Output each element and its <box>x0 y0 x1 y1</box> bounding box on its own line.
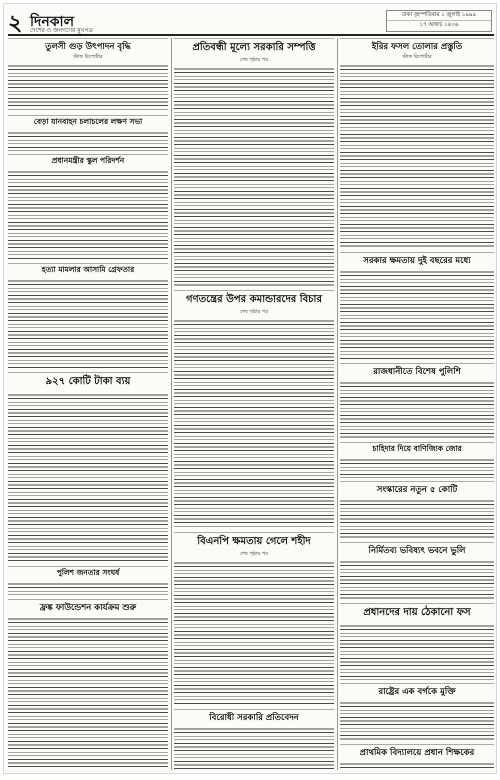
article-2 <box>174 290 334 529</box>
byline: স্টাফ রিপোর্টার <box>73 54 103 60</box>
article-1 <box>340 38 494 249</box>
article-body <box>340 458 494 478</box>
headline: গণতন্ত্রের উপর কমান্ডারদের বিচার <box>174 290 334 309</box>
article-3 <box>174 532 334 706</box>
article-body <box>8 131 168 151</box>
article-6 <box>8 566 168 596</box>
headline: সংস্কারের নতুন ৫ কোটি <box>340 481 494 497</box>
newspaper-page <box>3 3 497 774</box>
article-2 <box>8 115 168 151</box>
article-body <box>8 279 168 369</box>
article-body <box>340 64 494 249</box>
column-3 <box>340 38 494 770</box>
column-2 <box>174 38 334 770</box>
headline: বেড়া যানবাহন চলাচলের লক্ষণ সভা <box>8 115 168 129</box>
article-body <box>8 64 168 112</box>
headline: রাজধানীতে বিশেষ পুলিশি <box>340 363 494 379</box>
article-body <box>174 727 334 770</box>
article-body <box>174 67 334 287</box>
article-body <box>8 617 168 767</box>
article-body <box>340 381 494 439</box>
newspaper-tagline: দেশের ও জনগণের মুখপত্র <box>30 27 93 34</box>
article-body <box>340 560 494 600</box>
article-3 <box>340 363 494 439</box>
byline: শেষ পৃষ্ঠার পর <box>240 57 268 63</box>
headline: ৯২৭ কোটি টাকা ব্যয় <box>8 372 168 391</box>
page-number: ২ <box>8 10 23 36</box>
headline: প্রাথমিক বিদ্যালয়ে প্রধান শিক্ষকের <box>340 744 494 760</box>
newspaper-brand: দিনকাল <box>30 14 75 30</box>
article-body <box>340 499 494 539</box>
article-1 <box>8 38 168 112</box>
article-body <box>174 319 334 529</box>
headline: তুলসী গুড় উৎপাদন বৃদ্ধি <box>8 38 168 54</box>
article-7 <box>8 599 168 767</box>
article-4 <box>174 709 334 770</box>
masthead <box>8 8 494 36</box>
article-9 <box>340 744 494 770</box>
article-2 <box>340 252 494 360</box>
headline: সরকার ক্ষমতায় দুই বছরের মধ্যে <box>340 252 494 268</box>
byline: শেষ পৃষ্ঠার পর <box>240 309 268 315</box>
article-3 <box>8 154 168 260</box>
headline: প্রধানদের দায় ঠেকানো ফস <box>340 603 494 622</box>
date-line-2: ১৭ আষাঢ় ১৪০৬ <box>419 22 459 28</box>
headline: বিএনপি ক্ষমতায় গেলে শহীদ <box>174 532 334 551</box>
article-6 <box>340 542 494 600</box>
headline: ইরির ফসল তোলার প্রস্তুতি <box>340 38 494 54</box>
article-8 <box>340 683 494 741</box>
article-4 <box>340 442 494 478</box>
article-body <box>8 170 168 260</box>
article-body <box>340 701 494 741</box>
byline: স্টাফ রিপোর্টার <box>402 54 432 60</box>
column-rule <box>171 38 172 770</box>
column-1 <box>8 38 168 770</box>
article-5 <box>340 481 494 539</box>
headline: রাষ্ট্রের এক বর্গকে মুক্তি <box>340 683 494 699</box>
article-body <box>340 624 494 680</box>
article-body <box>340 270 494 360</box>
article-5 <box>8 372 168 563</box>
headline: ফ্রঙ্ক ফাউন্ডেশন কার্যক্রম শুরু <box>8 599 168 615</box>
headline: নির্মিতব্য ভবিষ্যৎ ভবনে ভুলি <box>340 542 494 558</box>
headline: প্রতিবন্ধী মূল্যে সরকারি সম্পত্তি <box>174 38 334 57</box>
headline: চাহিদার দিয়ে বাণিজ্যিক জোর <box>340 442 494 456</box>
headline: পুলিশ জনতার সংঘর্ষ <box>8 566 168 580</box>
article-body <box>8 582 168 596</box>
date-line-1: ঢাকা বৃহস্পতিবার ১ জুলাই ১৯৯৯ <box>387 11 491 21</box>
article-body <box>8 393 168 563</box>
headline: প্রধানমন্ত্রীর স্কুল পরিদর্শন <box>8 154 168 168</box>
article-body <box>340 762 494 770</box>
article-1 <box>174 38 334 287</box>
column-rule <box>337 38 338 770</box>
headline: বিরোধী সরকারি প্রতিবেদন <box>174 709 334 725</box>
article-4 <box>8 263 168 369</box>
byline: শেষ পৃষ্ঠার পর <box>240 551 268 557</box>
headline: হত্যা মামলার আসামি গ্রেফতার <box>8 263 168 277</box>
article-7 <box>340 603 494 680</box>
date-box <box>386 10 492 32</box>
article-body <box>174 561 334 706</box>
